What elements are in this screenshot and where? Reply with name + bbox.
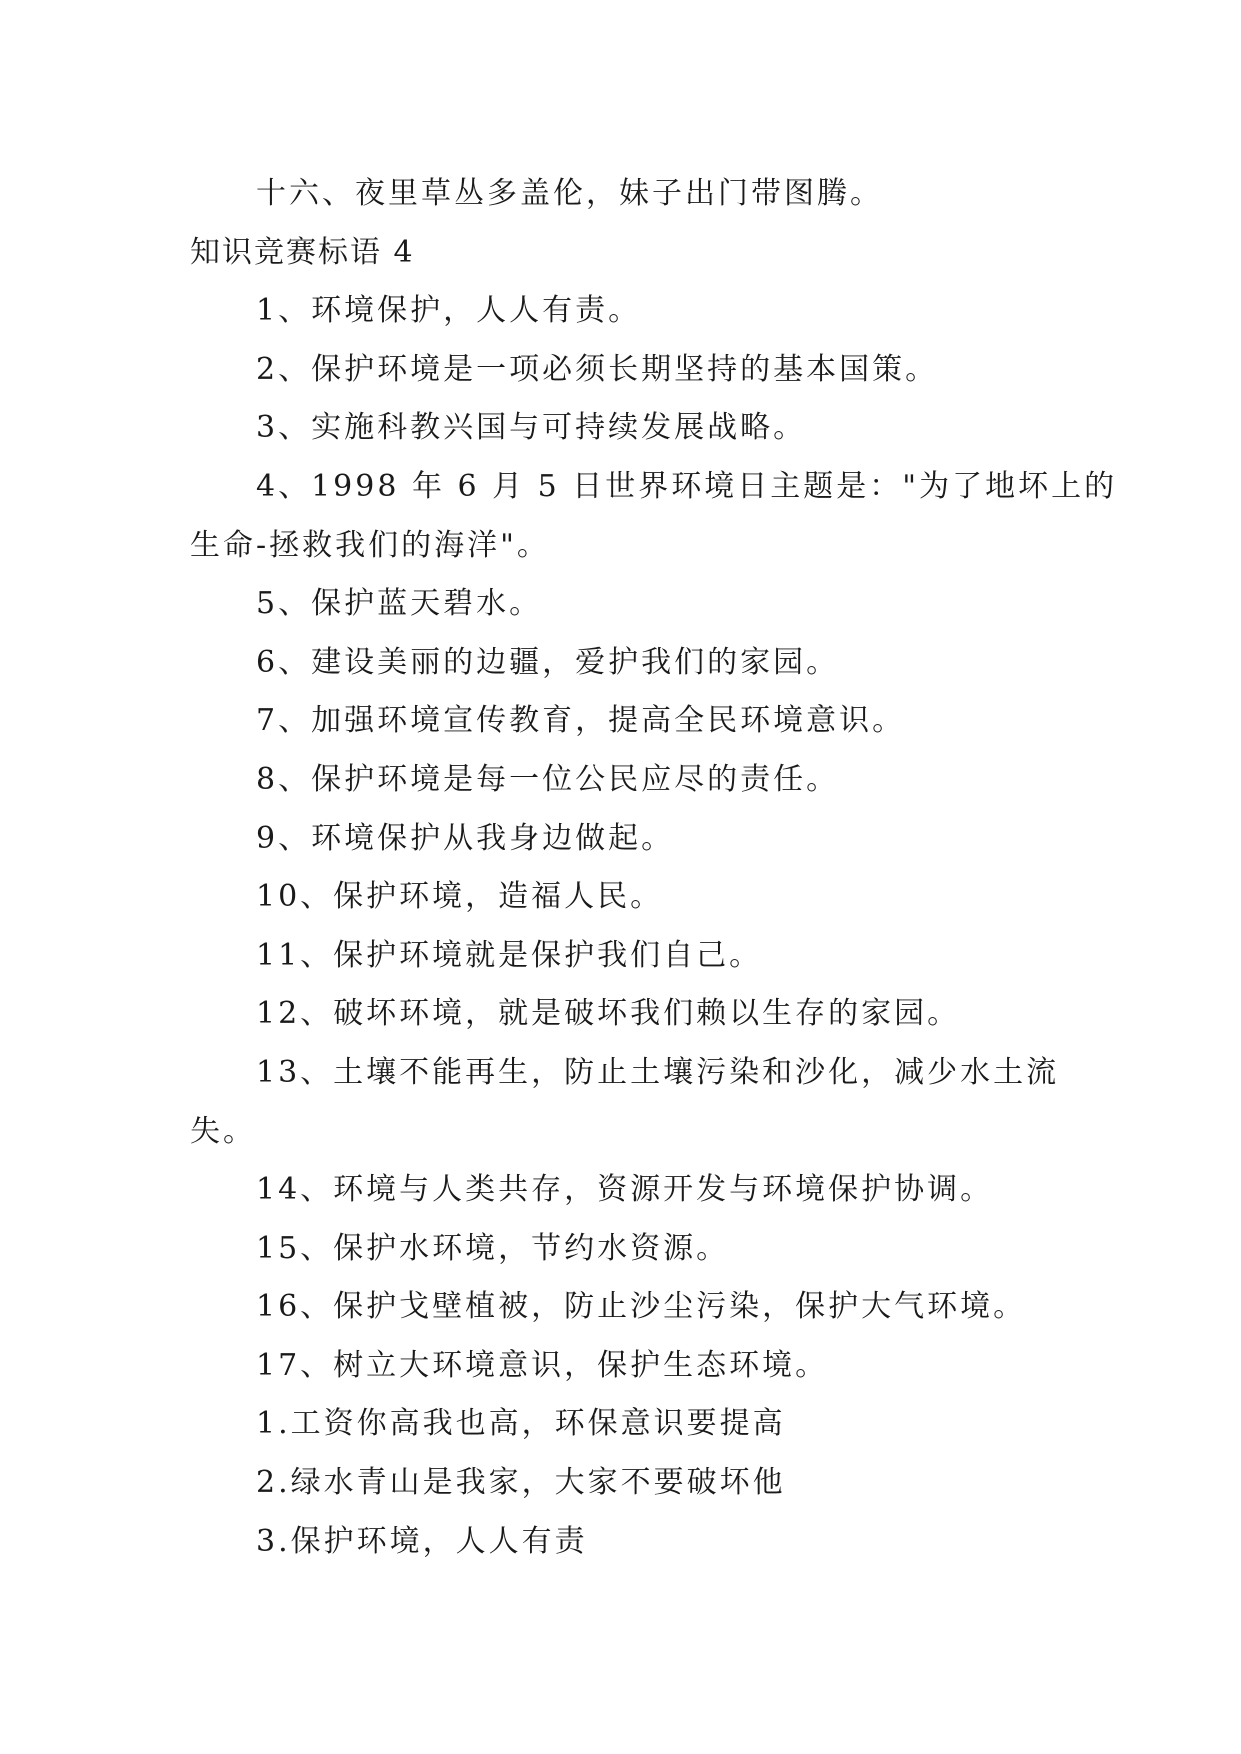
paragraph-line: 十六、夜里草丛多盖伦，妹子出门带图腾。 (256, 176, 883, 211)
slogan-item: 3、实施科教兴国与可持续发展战略。 (256, 410, 807, 446)
document-body (190, 165, 1118, 1571)
slogan-item: 14、环境与人类共存，资源开发与环境保护协调。 (256, 1172, 994, 1208)
slogan-item-continuation: 生命-拯救我们的海洋"。 (190, 527, 550, 563)
slogan-item-continuation: 失。 (190, 1113, 256, 1149)
slogan-item: 1、环境保护，人人有责。 (256, 293, 642, 329)
slogan-item: 6、建设美丽的边疆，爱护我们的家园。 (256, 644, 840, 680)
slogan-item: 1.工资你高我也高，环保意识要提高 (256, 1406, 786, 1442)
slogan-item: 2、保护环境是一项必须长期坚持的基本国策。 (256, 351, 939, 387)
slogan-item: 8、保护环境是每一位公民应尽的责任。 (256, 761, 840, 797)
slogan-item: 7、加强环境宣传教育，提高全民环境意识。 (256, 703, 906, 739)
slogan-item: 17、树立大环境意识，保护生态环境。 (256, 1347, 829, 1383)
slogan-item: 3.保护环境，人人有责 (256, 1523, 588, 1559)
slogan-item: 2.绿水青山是我家，大家不要破坏他 (256, 1465, 786, 1501)
slogan-item: 4、1998 年 6 月 5 日世界环境日主题是："为了地坏上的 (256, 468, 1118, 504)
slogan-item: 12、破坏环境，就是破坏我们赖以生存的家园。 (256, 996, 961, 1032)
slogan-item: 13、土壤不能再生，防止土壤污染和沙化，减少水土流 (256, 1054, 1060, 1090)
slogan-item: 15、保护水环境，节约水资源。 (256, 1230, 730, 1266)
slogan-item: 5、保护蓝天碧水。 (256, 586, 543, 622)
slogan-item: 11、保护环境就是保护我们自己。 (256, 937, 763, 973)
slogan-item: 10、保护环境，造福人民。 (256, 879, 664, 915)
slogan-item: 16、保护戈壁植被，防止沙尘污染，保护大气环境。 (256, 1289, 1027, 1325)
section-heading: 知识竞赛标语 4 (190, 234, 415, 270)
slogan-item: 9、环境保护从我身边做起。 (256, 820, 675, 856)
